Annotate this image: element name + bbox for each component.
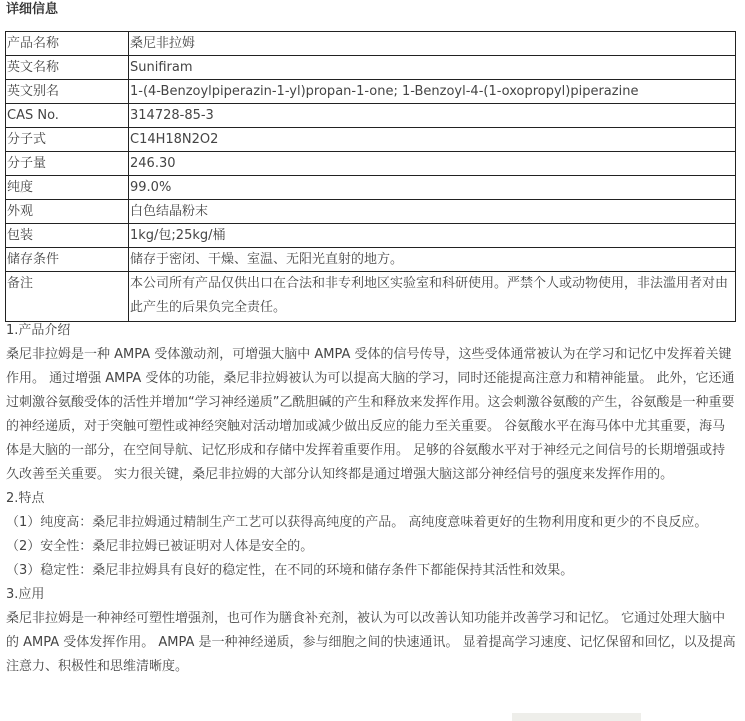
feature-item: （3）稳定性：桑尼非拉姆具有良好的稳定性，在不同的环境和储存条件下都能保持其活性和效果。	[6, 563, 574, 578]
row-label: 产品名称	[6, 32, 129, 56]
intro-title: 1.产品介绍	[6, 323, 71, 338]
row-label: 英文别名	[6, 80, 129, 104]
row-label: 包装	[6, 224, 129, 248]
row-label: 英文名称	[6, 56, 129, 80]
intro-paragraph: 桑尼非拉姆是一种 AMPA 受体激动剂，可增强大脑中 AMPA 受体的信号传导，这些受体通常被认为在学习和记忆中发挥着关键作用。 通过增强 AMPA 受体的功能，桑尼非拉姆被认为可以提高大脑的学习，同时还能提高注意力和精神能量。 此外，它还通过刺激谷氨酸受体的活性并增加“学习神经递质”乙酰胆碱的产生和释放来发挥作用。这会刺激谷氨酸的产生，谷氨酸是一种重要的神经递质，对于突触可塑性或神经突触对活动增加或减少做出反应的能力至关重要。 谷氨酸水平在海马体中尤其重要，海马体是大脑的一部分，在空间导航、记忆形成和存储中发挥着重要作用。 足够的谷氨酸水平对于神经元之间信号的长期增强或持久改善至关重要。 实力很关键，桑尼非拉姆的大部分认知终都是通过增强大脑这部分神经信号的强度来发挥作用的。	[6, 347, 735, 482]
footer-bar	[512, 713, 641, 721]
row-label: CAS No.	[6, 104, 129, 128]
section-heading: 详细信息	[6, 2, 59, 17]
feature-item: （2）安全性：桑尼非拉姆已被证明对人体是安全的。	[6, 539, 314, 554]
row-value: 储存于密闭、干燥、室温、无阳光直射的地方。	[129, 248, 736, 272]
table-row	[6, 104, 736, 128]
row-value: 1kg/包;25kg/桶	[129, 224, 736, 248]
row-value: 1-(4-Benzoylpiperazin-1-yl)propan-1-one; 1-Benzoyl-4-(1-oxopropyl)piperazine	[129, 80, 736, 104]
row-label: 纯度	[6, 176, 129, 200]
table-row	[6, 224, 736, 248]
row-label: 储存条件	[6, 248, 129, 272]
feature-item: （1）纯度高：桑尼非拉姆通过精制生产工艺可以获得高纯度的产品。 高纯度意味着更好的生物利用度和更少的不良反应。	[6, 515, 708, 530]
features-title: 2.特点	[6, 491, 45, 506]
row-value: 白色结晶粉末	[129, 200, 736, 224]
application-title: 3.应用	[6, 587, 45, 602]
product-spec-table	[5, 31, 736, 322]
row-value: 314728-85-3	[129, 104, 736, 128]
application-paragraph: 桑尼非拉姆是一种神经可塑性增强剂，也可作为膳食补充剂，被认为可以改善认知功能并改善学习和记忆。 它通过处理大脑中的 AMPA 受体发挥作用。 AMPA 是一种神经递质，参与细胞之间的快速通讯。 显着提高学习速度、记忆保留和回忆，以及提高注意力、积极性和思维清晰度。	[6, 611, 736, 674]
row-label: 备注	[6, 272, 129, 322]
table-row	[6, 56, 736, 80]
row-label: 分子量	[6, 152, 129, 176]
table-row	[6, 32, 736, 56]
row-value: C14H18N2O2	[129, 128, 736, 152]
table-row	[6, 272, 736, 322]
row-value: 246.30	[129, 152, 736, 176]
product-description	[6, 319, 738, 679]
table-row	[6, 200, 736, 224]
table-row	[6, 128, 736, 152]
row-value: 99.0%	[129, 176, 736, 200]
row-value: 本公司所有产品仅供出口在合法和非专利地区实验室和科研使用。严禁个人或动物使用，非法滥用者对由此产生的后果负完全责任。	[129, 272, 736, 322]
table-row	[6, 248, 736, 272]
row-label: 外观	[6, 200, 129, 224]
row-value: 桑尼非拉姆	[129, 32, 736, 56]
table-row	[6, 176, 736, 200]
row-value: Sunifiram	[129, 56, 736, 80]
table-row	[6, 152, 736, 176]
table-row	[6, 80, 736, 104]
row-label: 分子式	[6, 128, 129, 152]
